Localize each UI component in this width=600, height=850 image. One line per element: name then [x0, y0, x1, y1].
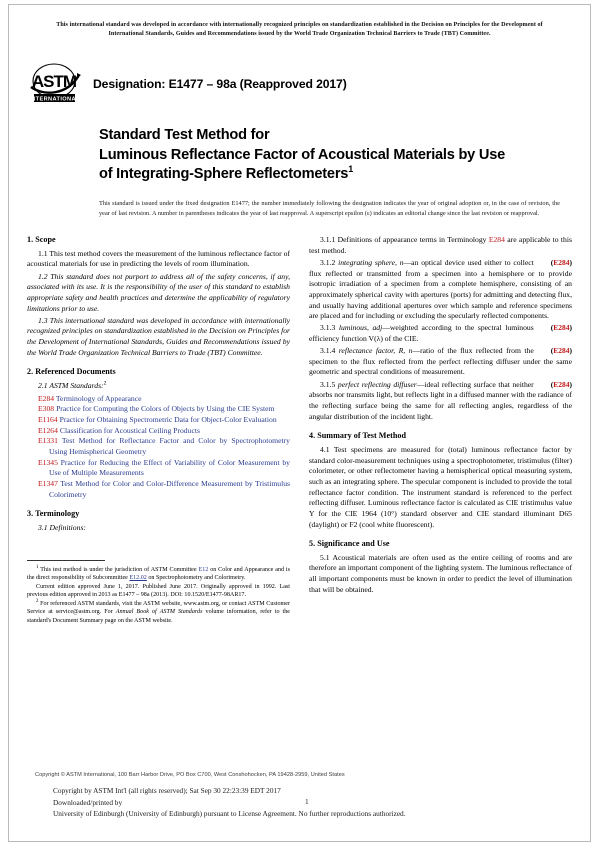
reference-id: E284 — [38, 393, 55, 403]
license-block — [53, 785, 572, 819]
heading-scope: 1. Scope — [27, 235, 56, 245]
definition-body: Definitions of appearance terms in Terminology — [337, 235, 489, 245]
scope-para-1-1: 1.1 This test method covers the measurement of the luminous reflectance factor of acoustical materials for use in predicting the levels of room illumination. — [27, 248, 290, 269]
footnote-2-text-b: volume information, refer to the standard's Document Summary page on the ASTM website. — [27, 609, 290, 624]
reference-title: Practice for Obtaining Spectrometric Data for Object-Color Evaluation — [59, 414, 277, 424]
reference-id: E1331 — [38, 436, 58, 446]
definition-term: luminous, adj — [338, 323, 383, 333]
definition-body: —weighted according to the spectral luminous efficiency function V(λ) of the CIE. — [309, 323, 534, 343]
definition-3-1-5 — [309, 380, 572, 423]
attribution-id: E284 — [553, 379, 570, 389]
definition-term: perfect reflecting diffuser — [337, 379, 417, 389]
footnote-committee-link[interactable]: E12 — [198, 566, 209, 573]
tbt-header-note: This international standard was developed in accordance with internationally recognized principles on standardization established in the Decision on Principles for the Development of International Standards, Guides and Recommendations issued by the World Trade Organization Technical Barriers to Trade (TBT) Committee. — [56, 22, 543, 38]
reference-id: E1164 — [38, 414, 58, 424]
definition-3-1-4 — [309, 346, 572, 378]
reference-id: E1264 — [38, 425, 58, 435]
heading-summary-of-test-method: 4. Summary of Test Method — [309, 431, 407, 441]
scope-para-1-3: 1.3 This international standard was developed in accordance with internationally recognized principles on standardization established in the Decision on Principles for the Development of International Standards, Guides and Recommendations issued by the World Trade Organization Technical Barriers to Trade (TBT) Committee. — [27, 315, 291, 357]
footnote-2-text-a: For referenced ASTM standards, visit the ASTM website, www.astm.org, or contact ASTM Customer Service at service@astm.org. For — [27, 600, 290, 615]
attribution-badge: (E284) — [550, 257, 572, 267]
page-number: 1 — [305, 797, 309, 807]
attribution-id: E284 — [553, 257, 570, 267]
footnote-divider — [27, 560, 105, 561]
reference-link-e1164[interactable] — [27, 415, 290, 426]
definition-number: 3.1.3 — [320, 323, 336, 333]
reference-id: E1347 — [38, 478, 58, 488]
summary-para-4-1: 4.1 Test specimens are measured for (total) luminous reflectance factor by standard color-measurement techniques using a spectrophotometer, tristimulus (filter) colorimeter, or other reflectometer having a hemispherical optical measuring system, such as an integrating sphere. The specular component is included to provide the total reflectance factor condition. The instrument standard is referenced to the perfect reflecting diffuser. Luminous reflectance factor is calculated as CIE tristimulus value Y for the CIE 1964 (10°) standard observer and CIE standard illuminant D65 (daylight) or F2 (cool white fluorescent). — [309, 444, 572, 529]
reference-id: E1345 — [38, 457, 58, 467]
scope-para-1-2: 1.2 This standard does not purport to address all of the safety concerns, if any, associated with its use. It is the responsibility of the user of this standard to establish appropriate safety and health practices and determine the applicability of regulatory limitations prior to use. — [27, 271, 290, 313]
reference-link-e284[interactable] — [27, 394, 290, 405]
reference-link-e1331[interactable] — [27, 436, 290, 457]
document-page — [8, 4, 591, 842]
reference-title: Terminology of Appearance — [55, 393, 142, 403]
heading-referenced-documents: 2. Referenced Documents — [27, 367, 116, 377]
title-footnote-marker: 1 — [348, 164, 353, 175]
referenced-standards-list — [27, 394, 290, 501]
astm-standards-subhead-text: 2.1 ASTM Standards: — [38, 380, 104, 390]
definition-term: integrating sphere, n — [338, 257, 404, 267]
license-line-3: University of Edinburgh (University of Edinburgh) pursuant to License Agreement. No further reproductions authorized. — [53, 808, 406, 818]
definition-body: —an optical device used either to collect flux reflected or transmitted from a specimen into a hemisphere or to provide isotropic irradiation of a specimen from a complete hemisphere, consisting of an approximately spherical cavity with apertures (ports) for admitting and detecting flux, and usually having additional apertures over which sample and reference specimens are placed and for including or excluding the specularly reflected components. — [309, 257, 572, 321]
footnote-1-marker: 1 — [36, 564, 39, 570]
svg-text:ASTM: ASTM — [31, 72, 77, 92]
footnote-2-italic: Annual Book of ASTM Standards — [115, 609, 203, 615]
definition-3-1-1 — [309, 235, 572, 256]
definition-number: 3.1.1 — [320, 235, 336, 245]
astm-standards-footnote-marker: 2 — [103, 380, 107, 387]
license-line-1: Copyright by ASTM Int'l (all rights reserved); Sat Sep 30 22:23:39 EDT 2017 — [53, 786, 281, 796]
page-footer — [35, 772, 572, 819]
astm-standards-subhead — [27, 381, 290, 392]
footnote-2 — [27, 600, 290, 626]
two-column-body — [27, 235, 572, 625]
definition-3-1-3 — [309, 323, 572, 344]
heading-terminology: 3. Terminology — [27, 509, 80, 519]
footnote-1-text-a: This test method is under the jurisdiction of ASTM Committee — [40, 566, 199, 573]
astm-logo-icon — [27, 61, 83, 107]
definition-body: —ideal reflecting surface that neither absorbs nor transmits light, but reflects light in a diffused manner with the radiance of the reflecting surface being the same for all reflecting angles, regardless of the angular distribution of the incident light. — [309, 379, 572, 421]
issued-note: This standard is issued under the fixed designation E1477; the number immediately following the designation indicates the year of original adoption or, in the case of revision, the year of last revision. A number in parentheses indicates the year of last reapproval. A superscript epsilon (ε) indicates an editorial change since the last revision or reapproval. — [99, 199, 560, 217]
reference-title: Test Method for Color and Color-Difference Measurement by Tristimulus Colorimetry — [49, 478, 290, 499]
definition-number: 3.1.4 — [320, 346, 336, 356]
reference-link-e308[interactable] — [27, 404, 290, 415]
attribution-badge: (E284) — [550, 379, 572, 389]
right-column — [309, 235, 572, 625]
definition-body: —ratio of the flux reflected from the specimen to the flux reflected from the perfect reflecting diffuser under the same geometric and spectral conditions of measurement. — [309, 346, 572, 377]
definition-term: reflectance factor, R, n — [338, 346, 413, 356]
footnote-subcommittee-link[interactable]: E12.02 — [129, 575, 147, 581]
attribution-id: E284 — [553, 323, 570, 333]
reference-link-e1264[interactable] — [27, 426, 290, 437]
title-line-3-text: of Integrating-Sphere Reflectometers — [99, 166, 349, 183]
definition-number: 3.1.5 — [320, 379, 336, 389]
license-line-2: Downloaded/printed by — [53, 797, 123, 807]
page-title — [99, 126, 572, 185]
title-line-2: Luminous Reflectance Factor of Acoustical Materials by Use — [99, 146, 506, 163]
attribution-badge: (E284) — [550, 323, 572, 333]
page-content — [27, 21, 572, 625]
footnote-1-text-b: on Color and Appearance and is the direct responsibility of Subcommittee — [27, 566, 290, 581]
attribution-badge: (E284) — [550, 346, 572, 356]
reference-link-e1347[interactable] — [27, 479, 290, 500]
inline-reference-e284[interactable]: E284 — [488, 235, 505, 245]
footnote-2-marker: 2 — [36, 598, 39, 604]
designation-text: Designation: E1477 – 98a (Reapproved 2017) — [93, 77, 347, 92]
footnote-edition-info: Current edition approved June 1, 2017. Published June 2017. Originally approved in 1992. Last previous edition approved in 2013 as E1477 – 98a (2013). DOI: 10.1520/E1477-98AR17. — [27, 583, 290, 598]
copyright-line: Copyright © ASTM International, 100 Barr Harbor Drive, PO Box C700, West Conshohocken, PA 19428-2959, United States — [35, 772, 345, 779]
designation-row — [27, 61, 572, 107]
left-column — [27, 235, 290, 625]
reference-title: Practice for Computing the Colors of Objects by Using the CIE System — [56, 404, 275, 414]
reference-title: Classification for Acoustical Ceiling Products — [59, 425, 200, 435]
heading-significance-and-use: 5. Significance and Use — [309, 539, 390, 549]
attribution-id: E284 — [553, 346, 570, 356]
definition-body-cont: are applicable to this test method. — [309, 235, 572, 255]
footnote-1-text-c: on Spectrophotometry and Colorimetry. — [146, 575, 246, 581]
definitions-subhead: 3.1 Definitions: — [38, 522, 86, 532]
reference-link-e1345[interactable] — [27, 458, 290, 479]
definition-3-1-2 — [309, 258, 572, 322]
footnote-1 — [27, 566, 290, 583]
reference-title: Practice for Reducing the Effect of Variability of Color Measurement by Use of Multiple Measurements — [49, 457, 290, 478]
svg-text:INTERNATIONAL: INTERNATIONAL — [29, 97, 80, 104]
reference-title: Test Method for Reflectance Factor and Color by Spectrophotometry Using Hemispherical Geometry — [49, 436, 290, 456]
reference-id: E308 — [38, 404, 55, 414]
title-line-3 — [99, 165, 572, 185]
significance-para-5-1: 5.1 Acoustical materials are often used as the entire ceiling of rooms and are therefore an important component of the lighting system. The luminous reflectance of all important components must be known in order to predict the level of illumination that will be obtained. — [309, 552, 572, 594]
title-line-1: Standard Test Method for — [99, 127, 270, 144]
definition-number: 3.1.2 — [320, 257, 336, 267]
